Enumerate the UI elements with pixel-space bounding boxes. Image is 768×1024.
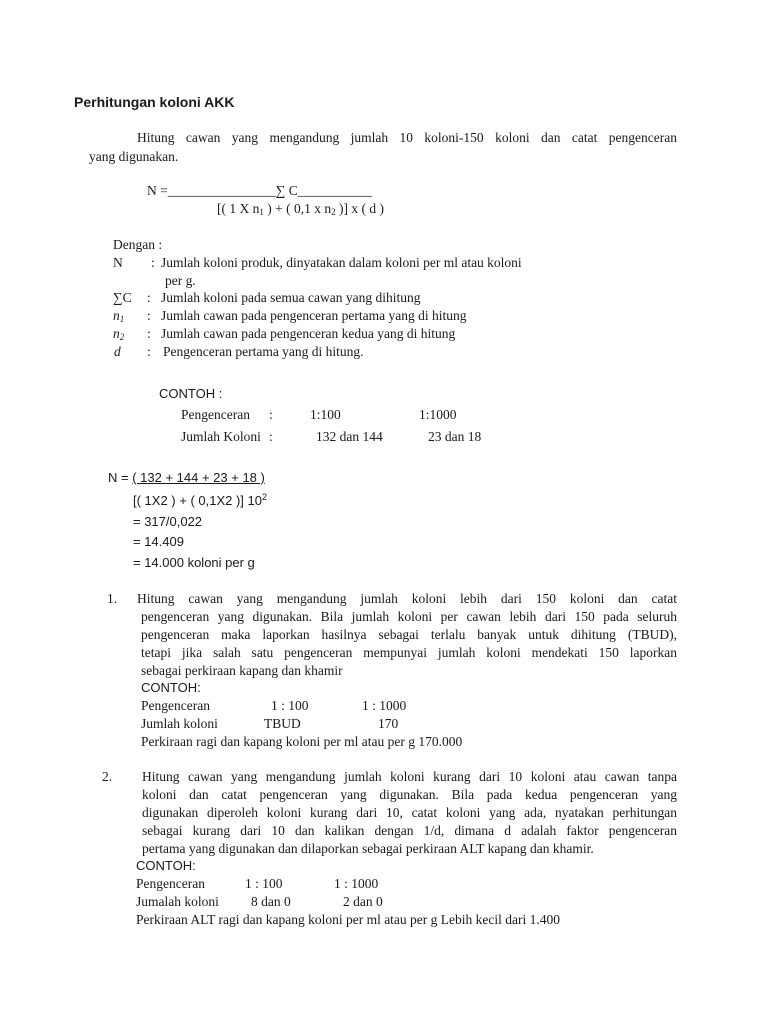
rule-1-conclusion: Perkiraan ragi dan kapang koloni per ml atau per g 170.000 (141, 734, 463, 749)
definition-colon: : (147, 290, 151, 305)
rule-1-value-dilution-2: 1 : 1000 (362, 698, 407, 713)
calc-step-3: = 14.000 koloni per g (133, 555, 255, 570)
intro-line-2: yang digunakan. (89, 149, 179, 164)
rule-1-value-count-1: TBUD (264, 716, 301, 731)
formula-underscore-tail: ___________ (297, 183, 373, 198)
formula-den-sub-2: 2 (331, 207, 336, 217)
formula-den-sub-1: 1 (259, 207, 264, 217)
definition-symbol-n2 (113, 326, 124, 342)
rule-1-line: sebagai perkiraan kapang dan khamir (141, 663, 343, 678)
definition-symbol-sum-c: ∑C (113, 290, 132, 305)
rule-2-value-dilution-1: 1 : 100 (245, 876, 283, 891)
rule-2-line: pertama yang digunakan dan dilaporkan sebagai perkiraan ALT kapang dan khamir. (142, 841, 594, 856)
definition-text-continued: per g. (165, 273, 196, 288)
definition-colon: : (147, 308, 151, 323)
example-value-dilution-1: 1:100 (310, 407, 341, 422)
formula-den-part-c: )] x ( d ) (335, 201, 384, 216)
definition-symbol-n-total: N (113, 255, 123, 270)
rule-2-example-heading: CONTOH: (136, 858, 196, 873)
rule-1-value-count-2: 170 (378, 716, 399, 731)
definition-symbol-n2-letter: n (113, 326, 120, 341)
definition-text: Pengenceran pertama yang di hitung. (163, 344, 364, 359)
definition-text: Jumlah cawan pada pengenceran kedua yang di hitung (161, 326, 456, 341)
example-label-pengenceran: Pengenceran (181, 407, 250, 422)
rule-1-label-pengenceran: Pengenceran (141, 698, 210, 713)
example-colon: : (269, 407, 273, 422)
calc-step-2: = 14.409 (133, 534, 184, 549)
rule-2-value-dilution-2: 1 : 1000 (334, 876, 379, 891)
rule-2-line: digunakan diperoleh koloni kurang dari 10, catat koloni yang ada, nyatakan perhitungan (142, 805, 677, 820)
rule-1-line: Hitung cawan yang mengandung jumlah koloni lebih dari 150 koloni dan catat (137, 591, 677, 606)
example-value-count-1: 132 dan 144 (316, 429, 383, 444)
definition-symbol-d: d (114, 344, 121, 359)
example-value-count-2: 23 dan 18 (428, 429, 482, 444)
definitions-heading: Dengan : (113, 237, 163, 252)
formula-lhs: N = (147, 183, 168, 198)
definition-symbol-n1 (113, 308, 124, 324)
calc-denominator-exponent: 2 (261, 492, 267, 502)
rule-1-value-dilution-1: 1 : 100 (271, 698, 309, 713)
rule-1-line: pengenceran maka laporkan hasilnya sebagai terlalu banyak untuk dihitung (TBUD), (141, 627, 677, 642)
rule-2-value-count-1: 8 dan 0 (251, 894, 291, 909)
definition-symbol-n2-sub: 2 (119, 332, 125, 342)
formula-underscore-lead: ________________ (167, 183, 276, 198)
example-label-jumlah-koloni: Jumlah Koloni (181, 429, 261, 444)
rule-2-conclusion: Perkiraan ALT ragi dan kapang koloni per ml atau per g Lebih kecil dari 1.400 (136, 912, 561, 927)
formula-numerator-line (147, 183, 372, 199)
rule-2-value-count-2: 2 dan 0 (343, 894, 383, 909)
rule-2-number: 2. (102, 769, 113, 784)
calc-denominator-text: [( 1X2 ) + ( 0,1X2 )] 10 (133, 493, 262, 508)
calc-denominator (133, 492, 267, 508)
definition-text: Jumlah koloni produk, dinyatakan dalam koloni per ml atau koloni (161, 255, 522, 270)
definition-symbol-n1-letter: n (113, 308, 120, 323)
rule-2-line: koloni dan catat pengenceran yang digunakan. Bila pada kedua pengenceran yang (142, 787, 677, 802)
definition-symbol-n1-sub: 1 (119, 314, 125, 324)
rule-1-number: 1. (107, 591, 118, 606)
definition-colon: : (147, 326, 151, 341)
calc-numerator-line (108, 470, 265, 485)
formula-den-part-b: ) + ( 0,1 x n (263, 201, 332, 216)
calc-step-1: = 317/0,022 (133, 514, 203, 529)
definition-text: Jumlah cawan pada pengenceran pertama yang di hitung (161, 308, 467, 323)
formula-den-part-a: [( 1 X n (217, 201, 260, 216)
rule-1-example-heading: CONTOH: (141, 680, 201, 695)
example-colon: : (269, 429, 273, 444)
intro-line-1: Hitung cawan yang mengandung jumlah 10 koloni-150 koloni dan catat pengenceran (137, 130, 677, 145)
rule-1-line: pengenceran yang digunakan. Bila jumlah koloni per cawan lebih dari 150 pada seluruh (141, 609, 677, 624)
example-value-dilution-2: 1:1000 (419, 407, 457, 422)
definition-colon: : (151, 255, 155, 270)
example-heading: CONTOH : (159, 386, 223, 401)
page-title: Perhitungan koloni AKK (74, 94, 235, 110)
rule-2-label-jumlah-koloni: Jumalah koloni (136, 894, 219, 909)
definition-text: Jumlah koloni pada semua cawan yang dihitung (161, 290, 421, 305)
definition-colon: : (147, 344, 151, 359)
rule-1-line: tetapi jika salah satu pengenceran mempunyai jumlah koloni mendekati 150 laporkan (141, 645, 677, 660)
formula-denominator (217, 201, 384, 217)
calc-lhs: N = (108, 470, 133, 485)
rule-1-label-jumlah-koloni: Jumlah koloni (141, 716, 218, 731)
calc-numerator: ( 132 + 144 + 23 + 18 ) (132, 470, 265, 485)
formula-sum-symbol: ∑ C (275, 183, 298, 198)
rule-2-label-pengenceran: Pengenceran (136, 876, 205, 891)
rule-2-line: Hitung cawan yang mengandung jumlah koloni kurang dari 10 koloni atau cawan tanpa (142, 769, 677, 784)
rule-2-line: sebagai kurang dari 10 dan kalikan dengan 1/d, dimana d adalah faktor pengenceran (142, 823, 677, 838)
